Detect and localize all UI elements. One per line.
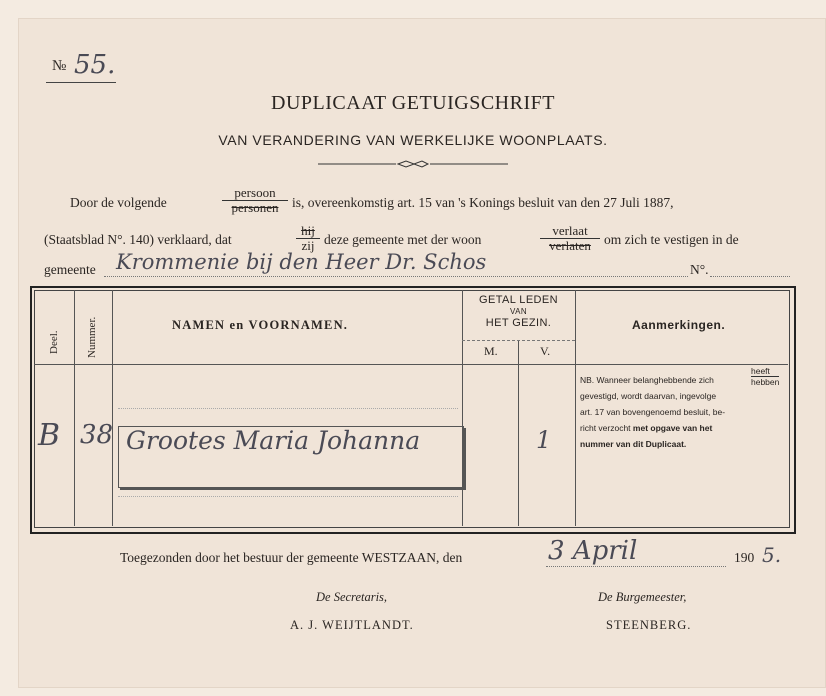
getal-line2: VAN	[509, 307, 528, 316]
name-ruling	[118, 408, 458, 409]
row-deel: B	[38, 418, 61, 453]
mayor-name: STEENBERG.	[606, 618, 692, 632]
col-nummer-header: Nummer.	[86, 316, 98, 358]
document-title: DUPLICAAT GETUIGSCHRIFT	[271, 92, 555, 114]
line1-choice	[222, 186, 288, 215]
col-v-header: V.	[540, 344, 551, 358]
note-l4-bold: met opgave van het	[632, 423, 713, 433]
col-divider	[112, 290, 113, 526]
col-deel-header: Deel.	[48, 330, 60, 354]
note-option-top: heeft	[751, 366, 779, 377]
number-handwritten: 55.	[74, 50, 116, 80]
divider-ornament	[318, 160, 508, 168]
line2-choice	[296, 224, 320, 253]
note-l4-pre: richt verzocht	[580, 423, 631, 433]
footer-year-pre: 190	[734, 550, 755, 565]
line2-option2-top: verlaat	[540, 224, 600, 239]
header-row-divider	[34, 364, 788, 365]
note-l1-pre: NB. Wanneer belanghebbende zich	[580, 375, 714, 385]
line2-post: om zich te vestigen in de	[604, 232, 739, 247]
line2-option2-bottom: verlaten	[549, 238, 591, 253]
row-v: 1	[536, 426, 552, 454]
col-divider	[74, 290, 75, 526]
secretary-name: A. J. WEIJTLANDT.	[290, 618, 414, 632]
footer-text: Toegezonden door het bestuur der gemeente WESTZAAN, den	[120, 550, 463, 565]
line2-option-bottom: zij	[301, 238, 315, 253]
number-prefix: №	[52, 58, 67, 74]
line3-no-dotted	[710, 276, 790, 277]
note-l2: gevestigd, wordt daarvan, ingevolge	[580, 391, 717, 401]
line1-pre: Door de volgende	[70, 195, 167, 210]
footer-date-dotted	[546, 566, 726, 567]
getal-line1: GETAL LEDEN	[479, 294, 558, 306]
note-l5: nummer van dit Duplicaat.	[580, 439, 687, 449]
note-choice	[751, 366, 779, 387]
document-subtitle: VAN VERANDERING VAN WERKELIJKE WOONPLAATS.	[218, 132, 608, 148]
number-underline	[46, 82, 116, 83]
line3-pre: gemeente	[44, 262, 96, 277]
line1-option-bottom: personen	[231, 200, 279, 215]
name-ruling	[118, 496, 458, 497]
line1-option-top: persoon	[222, 186, 288, 201]
line2-option-top: hij	[296, 224, 320, 239]
line2-mid: deze gemeente met der woon	[324, 232, 482, 247]
col-aanmerkingen-header: Aanmerkingen.	[632, 318, 726, 332]
mayor-title: De Burgemeester,	[598, 590, 687, 604]
footer-year-hand: 5.	[762, 543, 782, 567]
getal-divider	[462, 340, 575, 341]
col-getal-header	[462, 294, 575, 330]
line2-pre: (Staatsblad N°. 140) verklaard, dat	[44, 232, 232, 247]
line1-post: is, overeenkomstig art. 15 van 's Konings besluit van den 27 Juli 1887,	[292, 195, 674, 210]
row-name: Grootes Maria Johanna	[126, 426, 421, 455]
col-divider-mv	[518, 340, 519, 526]
secretary-title: De Secretaris,	[316, 590, 388, 604]
municipality-handwritten: Krommenie bij den Heer Dr. Schos	[116, 250, 487, 274]
remarks-note	[580, 366, 786, 452]
getal-line3: HET GEZIN.	[485, 317, 552, 329]
line2-choice2	[540, 224, 600, 253]
line3-no: N°.	[690, 262, 709, 277]
col-namen-header: NAMEN en VOORNAMEN.	[172, 318, 349, 332]
row-nummer: 38	[80, 420, 114, 450]
line3-dotted	[104, 276, 688, 277]
note-l3: art. 17 van bovengenoemd besluit, be-	[580, 407, 726, 417]
col-m-header: M.	[484, 344, 498, 358]
note-option-bottom: hebben	[751, 377, 780, 387]
footer-date: 3 April	[548, 536, 638, 566]
col-divider	[575, 290, 576, 526]
